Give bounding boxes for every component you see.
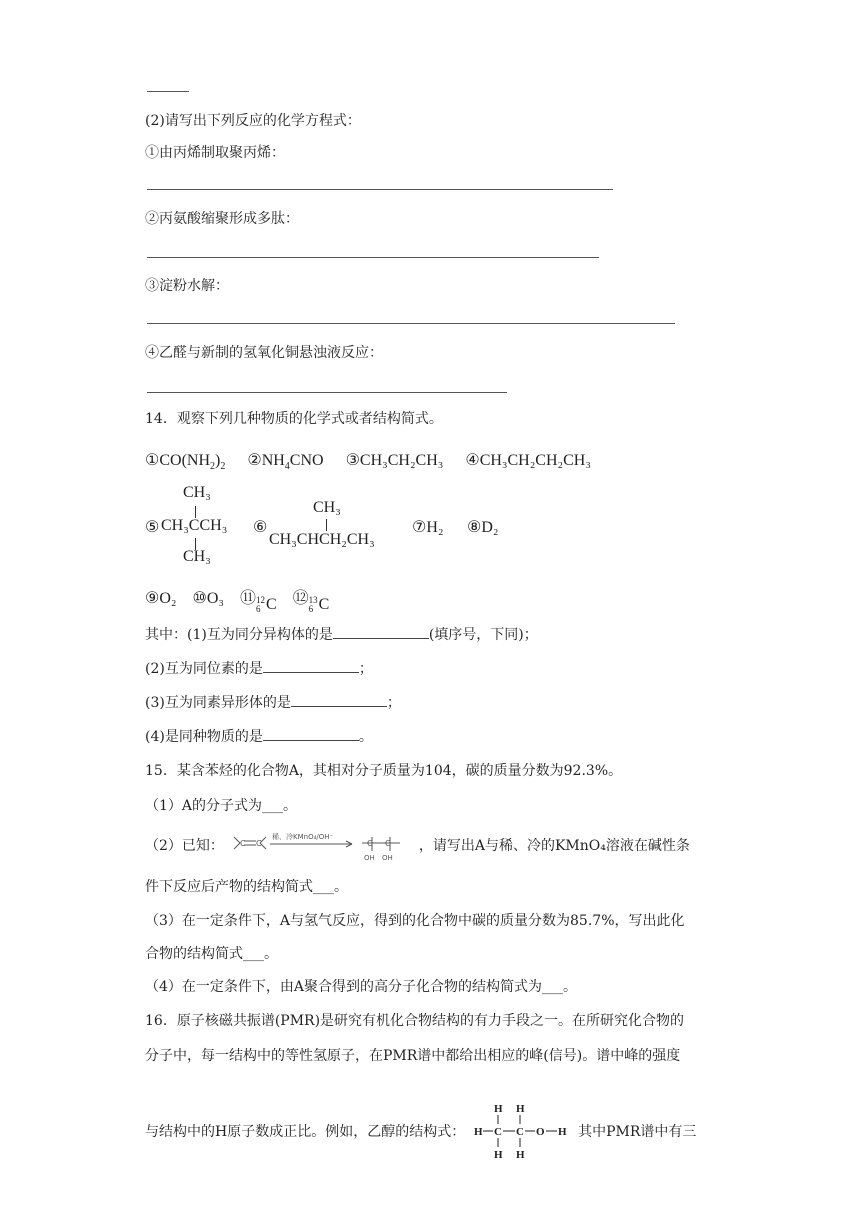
sub-question: （1）A的分子式为___。 — [145, 798, 298, 814]
svg-text:C: C — [385, 839, 391, 848]
substituent-top: CH₃ — [313, 499, 341, 516]
isotope-c13: 13 6 C — [308, 595, 330, 614]
item-number: ⑫ — [292, 590, 309, 607]
sub-question: （3）在一定条件下，A与氢气反应，得到的化合物中碳的质量分数为85.7%，写出此化 — [145, 913, 685, 929]
svg-text:H: H — [493, 1149, 503, 1161]
structure-6 — [253, 495, 403, 555]
item-number: ④ — [465, 452, 480, 469]
formula-row — [145, 450, 591, 472]
bond-line — [326, 519, 327, 531]
answer-blank[interactable] — [333, 624, 429, 639]
formula-row — [145, 585, 329, 614]
sub-question-cont: 合物的结构简式___。 — [145, 946, 278, 962]
formula-d2: ⑧D₂ — [467, 519, 499, 536]
answer-line — [147, 323, 675, 324]
main-chain: CH₃CHCH₂CH₃ — [269, 531, 375, 548]
fill-question: (3)互为同素异形体的是 ； — [145, 692, 401, 712]
fill-question: 其中：(1)互为同分异构体的是 (填序号，下同)； — [145, 624, 538, 644]
svg-text:H: H — [515, 1149, 525, 1161]
reaction-item: ①由丙烯制取聚丙烯： — [145, 145, 285, 161]
svg-text:C: C — [256, 839, 262, 848]
part-heading: (2)请写出下列反应的化学方程式： — [145, 113, 361, 129]
formula: $CO(NH_2)_2$ — [159, 452, 226, 473]
item-number: ⑪ — [239, 590, 256, 607]
svg-text:OH: OH — [364, 854, 376, 862]
answer-blank[interactable] — [263, 658, 359, 673]
sub-question-cont: 件下反应后产物的结构简式___。 — [145, 879, 348, 895]
item-number: ⑨ — [145, 590, 160, 607]
substituent-top: CH₃ — [183, 484, 211, 501]
reaction-scheme-image — [230, 829, 412, 863]
fill-question: (2)互为同位素的是 ； — [145, 658, 373, 678]
paragraph-line: 16．原子核磁共振谱(PMR)是研究有机化合物结构的有力手段之一。在所研究化合物的 — [145, 1013, 685, 1029]
item-number: ⑩ — [192, 590, 207, 607]
main-chain: CH₃CCH₃ — [161, 517, 228, 534]
paragraph-line: 分子中，每一结构中的等性氢原子，在PMR谱中都给出相应的峰(信号)。谱中峰的强度 — [145, 1048, 681, 1064]
fill-question: (4)是同种物质的是 。 — [145, 726, 373, 746]
answer-line — [147, 257, 599, 258]
reaction-item: ③淀粉水解： — [145, 278, 229, 294]
formula: CH₃CH₂CH₃ — [359, 452, 444, 469]
ethanol-structure-image — [472, 1102, 572, 1162]
answer-blank[interactable] — [263, 726, 359, 741]
svg-text:稀、冷KMnO₄/OH⁻: 稀、冷KMnO₄/OH⁻ — [272, 833, 334, 841]
question-title: 15．某含苯烃的化合物A，其相对分子质量为104，碳的质量分数为92.3%。 — [145, 763, 623, 779]
item-number: ② — [247, 452, 262, 469]
isotope-c12: 12 6 C — [255, 595, 277, 614]
svg-text:H: H — [493, 1103, 503, 1115]
svg-text:H: H — [515, 1103, 525, 1115]
answer-line — [147, 189, 613, 190]
reaction-item: ④乙醛与新制的氢氧化铜悬浊液反应： — [145, 345, 383, 361]
svg-text:C: C — [493, 1126, 502, 1138]
svg-text:H: H — [473, 1126, 483, 1138]
formula: CH₃CH₂CH₂CH₃ — [479, 452, 591, 469]
substituent-bottom: CH₃ — [183, 548, 211, 565]
sub-question: （2）已知： C C 稀、冷KMnO₄/OH⁻ C C OH OH ，请写出A与稀、冷的KMnO₄溶液在碱性条 — [145, 829, 690, 863]
answer-blank[interactable] — [291, 692, 387, 707]
reaction-item: ②丙氨酸缩聚形成多肽： — [145, 211, 299, 227]
question-title: 14．观察下列几种物质的化学式或者结构简式。 — [145, 411, 443, 427]
formula: $NH_4CNO$ — [261, 452, 324, 473]
svg-text:C: C — [515, 1126, 524, 1138]
ethanol-structural-formula — [472, 1102, 572, 1162]
item-number: ⑥ — [253, 519, 268, 536]
svg-text:O: O — [535, 1126, 545, 1138]
svg-text:C: C — [240, 839, 246, 848]
formula: O₃ — [206, 590, 224, 607]
sub-question: （4）在一定条件下，由A聚合得到的高分子化合物的结构简式为___。 — [145, 979, 578, 995]
answer-line — [147, 392, 507, 393]
svg-text:C: C — [367, 839, 373, 848]
formula: O₂ — [159, 590, 177, 607]
paragraph-line: 与结构中的H原子数成正比。例如，乙醇的结构式： H H H C C O H H H 其中PMR谱中有三 — [145, 1103, 697, 1161]
svg-text:H: H — [557, 1126, 567, 1138]
item-number: ① — [145, 452, 160, 469]
answer-line — [147, 91, 189, 92]
formula-h2: ⑦H₂ — [412, 519, 444, 536]
item-number: ⑤ — [145, 519, 160, 536]
item-number: ③ — [345, 452, 360, 469]
structure-5 — [145, 480, 245, 572]
diol-reaction-scheme — [230, 829, 412, 863]
svg-text:OH: OH — [382, 854, 394, 862]
